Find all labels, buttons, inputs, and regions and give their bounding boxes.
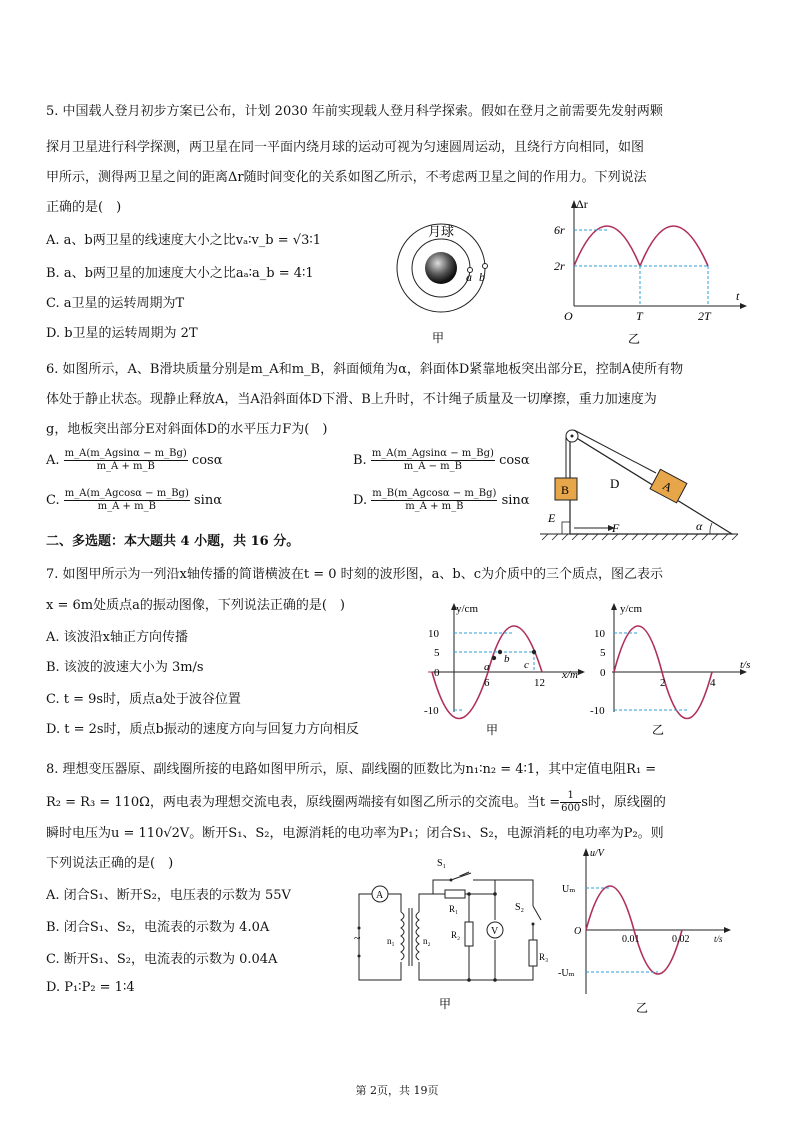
q7-option-b: B. 该波的波速大小为 3m/s [46,660,204,675]
svg-text:y/cm: y/cm [620,603,642,615]
q6-line-3: g，地板突出部分E对斜面体D的水平压力F为( ) [46,422,328,437]
svg-text:0.01: 0.01 [622,934,640,945]
fig-caption: 甲 [432,331,445,345]
svg-text:O: O [564,309,573,323]
q6-option-d: D. $\frac{m\_B(m\_Agcos\alpha - m\_Bg)}{m\_A + m\_B}$ sinα [353,488,530,512]
svg-text:12: 12 [534,677,545,689]
q5-option-d: D. b卫星的运转周期为 2T [46,326,198,341]
svg-text:6: 6 [484,677,490,689]
svg-text:-10: -10 [424,705,439,717]
svg-text:乙: 乙 [636,1001,649,1015]
satellite-b [483,264,488,269]
q8-line-2: R₂ = R₃ = 110Ω，两电表为理想交流电表，原线圈两端接有如图乙所示的交流电。当t = $\frac{1}{600}$ s时，原线圈的 [46,790,666,814]
q8-option-a: A. 闭合S₁、断开S₂，电压表的示数为 55V [46,888,291,903]
q8-circuit-diagram [345,850,555,1015]
svg-text:甲: 甲 [439,997,452,1011]
svg-text:2r: 2r [554,259,565,273]
svg-text:Uₘ: Uₘ [562,884,576,895]
q6-line-2: 体处于静止状态。现静止释放A，当A沿斜面体D下滑、B上升时，不计绳子质量及一切摩擦，重力加速度为 [46,392,657,407]
q5-orbit-figure [395,218,505,348]
moon-icon [425,252,457,284]
svg-text:4: 4 [710,677,716,689]
svg-text:2: 2 [660,677,666,689]
svg-text:u/V: u/V [590,848,604,859]
svg-text:10: 10 [428,628,439,640]
svg-text:a: a [484,661,490,673]
svg-text:R₂: R₂ [451,930,461,940]
q7-option-d: D. t = 2s时，质点b振动的速度方向与回复力方向相反 [46,722,359,737]
q7-vibration-graph [590,600,760,740]
q5-distance-graph [550,196,750,348]
svg-text:2T: 2T [698,309,711,323]
svg-text:-10: -10 [590,705,605,717]
svg-text:0: 0 [600,667,606,679]
svg-text:t: t [736,289,740,303]
q8-option-b: B. 闭合S₁、S₂，电流表的示数为 4.0A [46,920,270,935]
resistor-R2 [465,922,473,946]
q8-option-d: D. P₁∶P₂ = 1∶4 [46,980,135,995]
resistor-R1 [445,890,465,898]
svg-text:t/s: t/s [714,934,723,944]
q6-option-b: B. $\frac{m\_A(m\_Agsin\alpha - m\_Bg)}{m\_A - m\_B}$ cosα [353,448,530,472]
svg-text:y/cm: y/cm [456,603,478,615]
svg-text:~: ~ [354,931,361,945]
svg-text:b: b [479,270,485,284]
section-2-heading: 二、多选题：本大题共 4 小题，共 16 分。 [46,534,300,549]
svg-text:S₁: S₁ [437,858,447,869]
svg-text:t/s: t/s [740,659,751,671]
q8-line-1: 8. 理想变压器原、副线圈所接的电路如图甲所示，原、副线圈的匝数比为n₁∶n₂ = 4∶1，其中定值电阻R₁ = [46,762,657,777]
resistor-R3 [529,940,537,966]
q5-line-2: 探月卫星进行科学探测，两卫星在同一平面内绕月球的运动可视为匀速圆周运动，且绕行方向相同，如图 [46,140,645,155]
q7-line-1: 7. 如图甲所示为一列沿x轴传播的简谐横波在t = 0 时刻的波形图，a、b、c为介质中的三个质点，图乙表示 [46,567,664,582]
svg-text:O: O [574,926,582,937]
svg-text:B: B [561,483,570,497]
svg-text:n₁: n₁ [387,936,395,946]
svg-text:6r: 6r [554,223,565,237]
svg-text:R₃: R₃ [539,952,549,962]
floor-step-E [562,522,570,534]
svg-text:0.02: 0.02 [672,934,690,945]
svg-text:乙: 乙 [628,332,641,346]
q6-option-a: A. $\frac{m\_A(m\_Agsin\alpha - m\_Bg)}{m\_A + m\_B}$ cosα [46,448,223,472]
page-footer: 第 2页，共 19页 [355,1084,439,1097]
q6-line-1: 6. 如图所示，A、B滑块质量分别是m_A和m_B，斜面倾角为α，斜面体D紧靠地板突出部分E，控制A使所有物 [46,362,684,377]
svg-text:10: 10 [594,628,605,640]
q5-option-b: B. a、b两卫星的加速度大小之比aₐ∶a_b = 4∶1 [46,266,314,281]
q5-line-3: 甲所示，测得两卫星之间的距离Δr随时间变化的关系如图乙所示，不考虑两卫星之间的作用力。下列说法 [46,170,647,185]
svg-text:A: A [376,890,384,901]
distance-curve [574,226,708,266]
svg-text:F: F [612,521,620,535]
svg-text:5: 5 [434,647,440,659]
q8-voltage-graph [556,844,736,1016]
svg-text:5: 5 [600,647,606,659]
svg-text:E: E [548,511,556,525]
q7-wave-graph [418,600,590,740]
svg-text:V: V [491,926,499,937]
q5-option-c: C. a卫星的运转周期为T [46,296,185,311]
q8-option-c: C. 断开S₁、S₂，电流表的示数为 0.04A [46,952,278,967]
q5-option-a: A. a、b两卫星的线速度大小之比vₐ∶v_b = √3∶1 [46,233,321,248]
q7-option-c: C. t = 9s时，质点a处于波谷位置 [46,692,241,707]
svg-text:乙: 乙 [652,723,665,737]
svg-text:b: b [504,653,510,665]
svg-text:T: T [636,309,643,323]
q8-line-4: 下列说法正确的是( ) [46,856,174,871]
svg-text:c: c [524,659,529,671]
q5-line-4: 正确的是( ) [46,200,122,215]
svg-text:Δr: Δr [576,197,588,211]
q7-option-a: A. 该波沿x轴正方向传播 [46,630,188,645]
q8-line-3: 瞬时电压为u = 110√2V。断开S₁、S₂，电源消耗的电功率为P₁；闭合S₁、S₂，电源消耗的电功率为P₂。则 [46,826,664,841]
q5-line-1: 5. 中国载人登月初步方案已公布，计划 2030 年前实现载人登月科学探索。假如在登月之前需要先发射两颗 [46,104,663,119]
svg-text:-Uₘ: -Uₘ [558,968,575,979]
svg-text:n₂: n₂ [423,936,431,946]
incline-D [570,434,732,534]
q6-option-c: C. $\frac{m\_A(m\_Agcos\alpha - m\_Bg)}{m\_A + m\_B}$ sinα [46,488,222,512]
svg-text:0: 0 [434,667,440,679]
svg-text:S₂: S₂ [515,902,525,913]
svg-text:a: a [466,270,472,284]
svg-text:甲: 甲 [486,723,499,737]
svg-text:A: A [660,478,675,495]
svg-text:α: α [696,519,703,533]
q6-incline-figure [538,422,744,548]
svg-text:D: D [610,476,620,491]
svg-text:R₁: R₁ [449,904,459,914]
moon-label: 月球 [428,224,455,239]
svg-text:x/m: x/m [562,669,578,681]
q7-line-2: x = 6m处质点a的振动图像，下列说法正确的是( ) [46,598,345,613]
